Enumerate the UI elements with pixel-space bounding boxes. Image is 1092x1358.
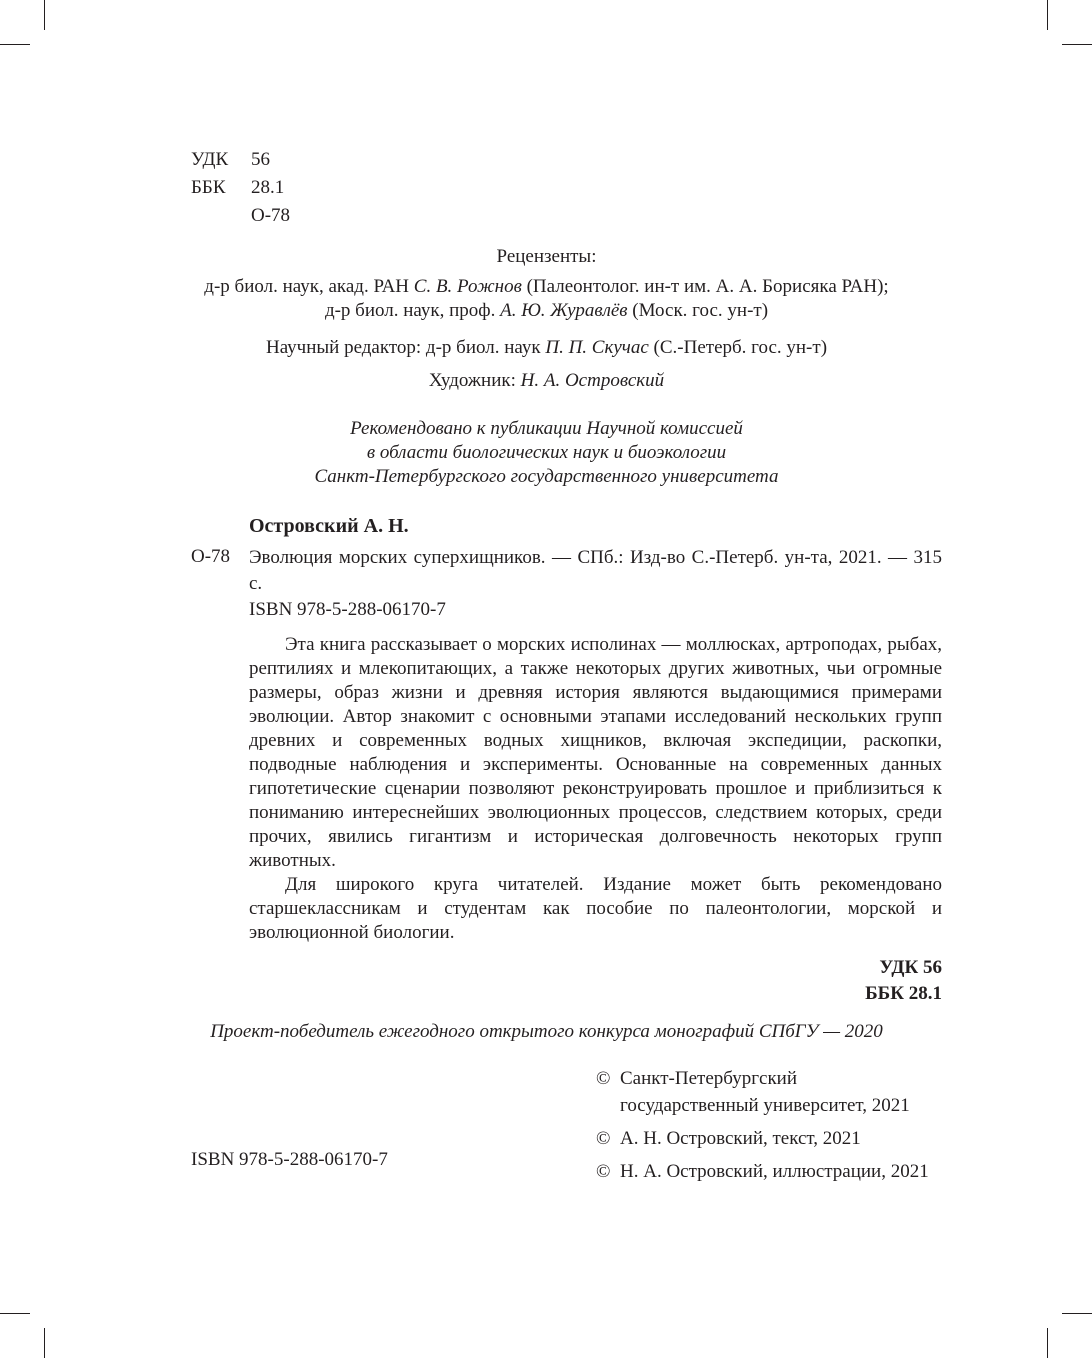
abstract xyxy=(249,633,942,945)
copyright-block xyxy=(596,1065,956,1191)
editor-prefix: Научный редактор: д-р биол. наук xyxy=(265,337,546,358)
isbn-bottom: ISBN 978-5-288-06170-7 xyxy=(191,1149,388,1170)
bbk-label: ББК xyxy=(191,177,226,198)
copyright-symbol: © xyxy=(596,1161,611,1182)
udk-label: УДК xyxy=(191,149,229,170)
reviewers-title: Рецензенты: xyxy=(496,246,597,267)
copyright-university-line-1: Санкт-Петербургский xyxy=(620,1068,798,1089)
biblio-title-line: Эволюция морских суперхищников. — СПб.: Изд-во С.-Петерб. ун-та, 2021. — 315 с. xyxy=(249,547,942,594)
reviewer-1 xyxy=(120,275,973,299)
recommendation-line-1: Рекомендовано к публикации Научной комиссией xyxy=(350,418,743,439)
biblio-author-code: О-78 xyxy=(191,546,231,567)
crop-mark-bottom-left-v xyxy=(44,1328,45,1358)
author-code-row xyxy=(191,202,290,230)
recommendation-line-3: Санкт-Петербургского государственного университета xyxy=(314,466,779,487)
bbk-value: 28.1 xyxy=(251,177,285,198)
reviewer-2-prefix: д-р биол. наук, проф. xyxy=(324,300,501,321)
abstract-paragraph-2: Для широкого круга читателей. Издание может быть рекомендовано старшеклассникам и студентам как пособие по палеонтологии, морской и эволюционной биологии. xyxy=(249,874,942,943)
editor-name: П. П. Скучас xyxy=(545,337,649,358)
bbk-bold: ББК 28.1 xyxy=(865,983,942,1004)
classification-right xyxy=(865,955,942,1007)
crop-mark-bottom-right-v xyxy=(1047,1328,1048,1358)
copyright-university xyxy=(596,1065,956,1119)
crop-mark-top-right-v xyxy=(1047,0,1048,30)
artist-name: Н. А. Островский xyxy=(520,370,665,391)
artist xyxy=(120,369,973,393)
project-note: Проект-победитель ежегодного открытого конкурса монографий СПбГУ — 2020 xyxy=(210,1021,883,1042)
udk-bold: УДК 56 xyxy=(879,957,942,978)
author-code: О-78 xyxy=(251,205,291,226)
crop-mark-bottom-left-h xyxy=(0,1313,30,1314)
bbk-row xyxy=(191,174,290,202)
copyright-symbol: © xyxy=(596,1068,611,1089)
biblio-isbn: ISBN 978-5-288-06170-7 xyxy=(249,599,446,620)
reviewer-2-suffix: (Моск. гос. ун-т) xyxy=(627,300,769,321)
scientific-editor xyxy=(120,336,973,360)
reviewer-2 xyxy=(120,299,973,323)
reviewer-1-prefix: д-р биол. наук, акад. РАН xyxy=(204,276,414,297)
crop-mark-top-left-v xyxy=(44,0,45,30)
reviewer-2-name: А. Ю. Журавлёв xyxy=(500,300,628,321)
author-heading: Островский А. Н. xyxy=(249,515,409,537)
udk-value: 56 xyxy=(251,149,270,170)
crop-mark-top-right-h xyxy=(1062,44,1092,45)
editor-suffix: (С.-Петерб. гос. ун-т) xyxy=(648,337,828,358)
classification-codes xyxy=(191,146,290,230)
crop-mark-bottom-right-h xyxy=(1062,1313,1092,1314)
udk-row xyxy=(191,146,290,174)
copyright-university-line-2: государственный университет, 2021 xyxy=(620,1095,910,1116)
reviewer-1-name: С. В. Рожнов xyxy=(413,276,522,297)
copyright-text-line: А. Н. Островский, текст, 2021 xyxy=(620,1128,861,1149)
bibliographic-description xyxy=(249,545,942,623)
copyright-text xyxy=(596,1125,956,1152)
copyright-illustrations-line: Н. А. Островский, иллюстрации, 2021 xyxy=(620,1161,929,1182)
reviewer-1-suffix: (Палеонтолог. ин-т им. А. А. Борисяка РАН); xyxy=(521,276,889,297)
copyright-illustrations xyxy=(596,1158,956,1185)
abstract-paragraph-1: Эта книга рассказывает о морских исполинах — моллюсках, артроподах, рыбах, рептилиях и млекопитающих, а также некоторых других животных, чьи огромные размеры, образ жизни и древняя история являются выдающимися примерами эволюции. Автор знакомит с основными этапами исследований нескольких групп древних и современных водных хищников, включая экспедиции, раскопки, подводные наблюдения и эксперименты. Основанные на современных данных гипотетические сценарии позволяют реконструировать прошлое и приблизиться к пониманию интереснейших эволюционных процессов, следствием которых, среди прочих, явились гигантизм и историческая долговечность некоторых групп животных. xyxy=(249,634,942,871)
recommendation-line-2: в области биологических наук и биоэкологии xyxy=(366,442,727,463)
crop-mark-top-left-h xyxy=(0,44,30,45)
artist-prefix: Художник: xyxy=(428,370,521,391)
copyright-symbol: © xyxy=(596,1128,611,1149)
